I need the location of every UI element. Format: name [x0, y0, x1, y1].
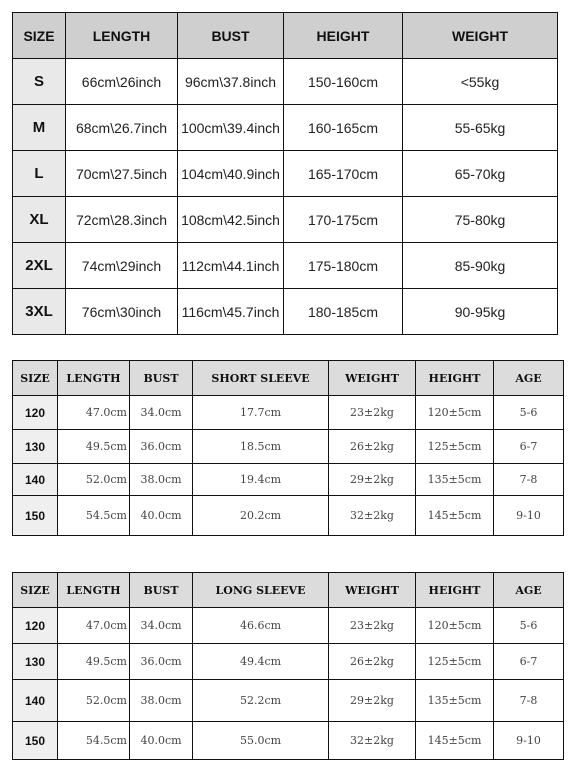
weight-cell: 55-65kg [403, 105, 558, 151]
kids-long-sleeve-table [12, 572, 564, 760]
table-row [13, 243, 558, 289]
header-row [13, 361, 564, 396]
header-age: AGE [494, 361, 564, 396]
age-cell: 9-10 [494, 496, 564, 536]
weight-cell: 29±2kg [329, 464, 416, 496]
size-cell: 120 [13, 396, 58, 430]
age-cell: 6-7 [494, 430, 564, 464]
table-row [13, 680, 564, 722]
height-cell: 165-170cm [284, 151, 403, 197]
age-cell: 9-10 [494, 722, 564, 760]
sleeve-cell: 19.4cm [193, 464, 329, 496]
size-cell: 140 [13, 464, 58, 496]
header-size: SIZE [13, 13, 66, 59]
size-cell: 150 [13, 496, 58, 536]
size-cell: S [13, 59, 66, 105]
size-cell: 130 [13, 430, 58, 464]
table-row [13, 197, 558, 243]
table-row [13, 608, 564, 644]
table-row [13, 496, 564, 536]
sleeve-cell: 55.0cm [193, 722, 329, 760]
header-weight: WEIGHT [329, 573, 416, 608]
weight-cell: 85-90kg [403, 243, 558, 289]
bust-cell: 38.0cm [130, 464, 193, 496]
size-cell: 3XL [13, 289, 66, 335]
header-weight: WEIGHT [403, 13, 558, 59]
sleeve-cell: 46.6cm [193, 608, 329, 644]
bust-cell: 100cm\39.4inch [178, 105, 284, 151]
height-cell: 135±5cm [416, 680, 494, 722]
weight-cell: 26±2kg [329, 430, 416, 464]
header-weight: WEIGHT [329, 361, 416, 396]
length-cell: 66cm\26inch [66, 59, 178, 105]
height-cell: 120±5cm [416, 608, 494, 644]
size-cell: L [13, 151, 66, 197]
age-cell: 5-6 [494, 608, 564, 644]
header-length: LENGTH [58, 573, 130, 608]
bust-cell: 40.0cm [130, 722, 193, 760]
table-row [13, 289, 558, 335]
size-cell: 120 [13, 608, 58, 644]
height-cell: 180-185cm [284, 289, 403, 335]
length-cell: 70cm\27.5inch [66, 151, 178, 197]
age-cell: 6-7 [494, 644, 564, 680]
header-size: SIZE [13, 361, 58, 396]
weight-cell: <55kg [403, 59, 558, 105]
size-cell: M [13, 105, 66, 151]
bust-cell: 96cm\37.8inch [178, 59, 284, 105]
header-bust: BUST [130, 361, 193, 396]
length-cell: 47.0cm [58, 396, 130, 430]
header-bust: BUST [130, 573, 193, 608]
length-cell: 52.0cm [58, 464, 130, 496]
bust-cell: 112cm\44.1inch [178, 243, 284, 289]
size-cell: 150 [13, 722, 58, 760]
header-height: HEIGHT [416, 573, 494, 608]
table-row [13, 430, 564, 464]
adult-size-table [12, 12, 558, 335]
age-cell: 5-6 [494, 396, 564, 430]
header-height: HEIGHT [416, 361, 494, 396]
height-cell: 170-175cm [284, 197, 403, 243]
length-cell: 76cm\30inch [66, 289, 178, 335]
length-cell: 54.5cm [58, 496, 130, 536]
height-cell: 125±5cm [416, 644, 494, 680]
size-cell: 2XL [13, 243, 66, 289]
bust-cell: 104cm\40.9inch [178, 151, 284, 197]
table-row [13, 105, 558, 151]
header-sleeve: SHORT SLEEVE [193, 361, 329, 396]
height-cell: 145±5cm [416, 496, 494, 536]
height-cell: 160-165cm [284, 105, 403, 151]
table-row [13, 464, 564, 496]
bust-cell: 108cm\42.5inch [178, 197, 284, 243]
header-length: LENGTH [58, 361, 130, 396]
header-height: HEIGHT [284, 13, 403, 59]
weight-cell: 90-95kg [403, 289, 558, 335]
weight-cell: 23±2kg [329, 396, 416, 430]
length-cell: 54.5cm [58, 722, 130, 760]
header-sleeve: LONG SLEEVE [193, 573, 329, 608]
length-cell: 47.0cm [58, 608, 130, 644]
height-cell: 145±5cm [416, 722, 494, 760]
age-cell: 7-8 [494, 464, 564, 496]
length-cell: 52.0cm [58, 680, 130, 722]
height-cell: 150-160cm [284, 59, 403, 105]
size-cell: 140 [13, 680, 58, 722]
length-cell: 68cm\26.7inch [66, 105, 178, 151]
header-length: LENGTH [66, 13, 178, 59]
bust-cell: 36.0cm [130, 644, 193, 680]
length-cell: 74cm\29inch [66, 243, 178, 289]
length-cell: 49.5cm [58, 430, 130, 464]
bust-cell: 116cm\45.7inch [178, 289, 284, 335]
sleeve-cell: 17.7cm [193, 396, 329, 430]
bust-cell: 38.0cm [130, 680, 193, 722]
weight-cell: 26±2kg [329, 644, 416, 680]
size-cell: XL [13, 197, 66, 243]
table-row [13, 722, 564, 760]
weight-cell: 29±2kg [329, 680, 416, 722]
table-row [13, 396, 564, 430]
kids-short-sleeve-table [12, 360, 564, 536]
height-cell: 120±5cm [416, 396, 494, 430]
header-age: AGE [494, 573, 564, 608]
weight-cell: 32±2kg [329, 496, 416, 536]
table-row [13, 151, 558, 197]
sleeve-cell: 20.2cm [193, 496, 329, 536]
sleeve-cell: 52.2cm [193, 680, 329, 722]
length-cell: 49.5cm [58, 644, 130, 680]
bust-cell: 34.0cm [130, 396, 193, 430]
table-row [13, 59, 558, 105]
height-cell: 135±5cm [416, 464, 494, 496]
bust-cell: 40.0cm [130, 496, 193, 536]
size-cell: 130 [13, 644, 58, 680]
weight-cell: 23±2kg [329, 608, 416, 644]
header-bust: BUST [178, 13, 284, 59]
table-row [13, 644, 564, 680]
height-cell: 125±5cm [416, 430, 494, 464]
sleeve-cell: 18.5cm [193, 430, 329, 464]
weight-cell: 75-80kg [403, 197, 558, 243]
sleeve-cell: 49.4cm [193, 644, 329, 680]
bust-cell: 34.0cm [130, 608, 193, 644]
header-size: SIZE [13, 573, 58, 608]
weight-cell: 32±2kg [329, 722, 416, 760]
age-cell: 7-8 [494, 680, 564, 722]
bust-cell: 36.0cm [130, 430, 193, 464]
header-row [13, 573, 564, 608]
length-cell: 72cm\28.3inch [66, 197, 178, 243]
weight-cell: 65-70kg [403, 151, 558, 197]
header-row [13, 13, 558, 59]
height-cell: 175-180cm [284, 243, 403, 289]
